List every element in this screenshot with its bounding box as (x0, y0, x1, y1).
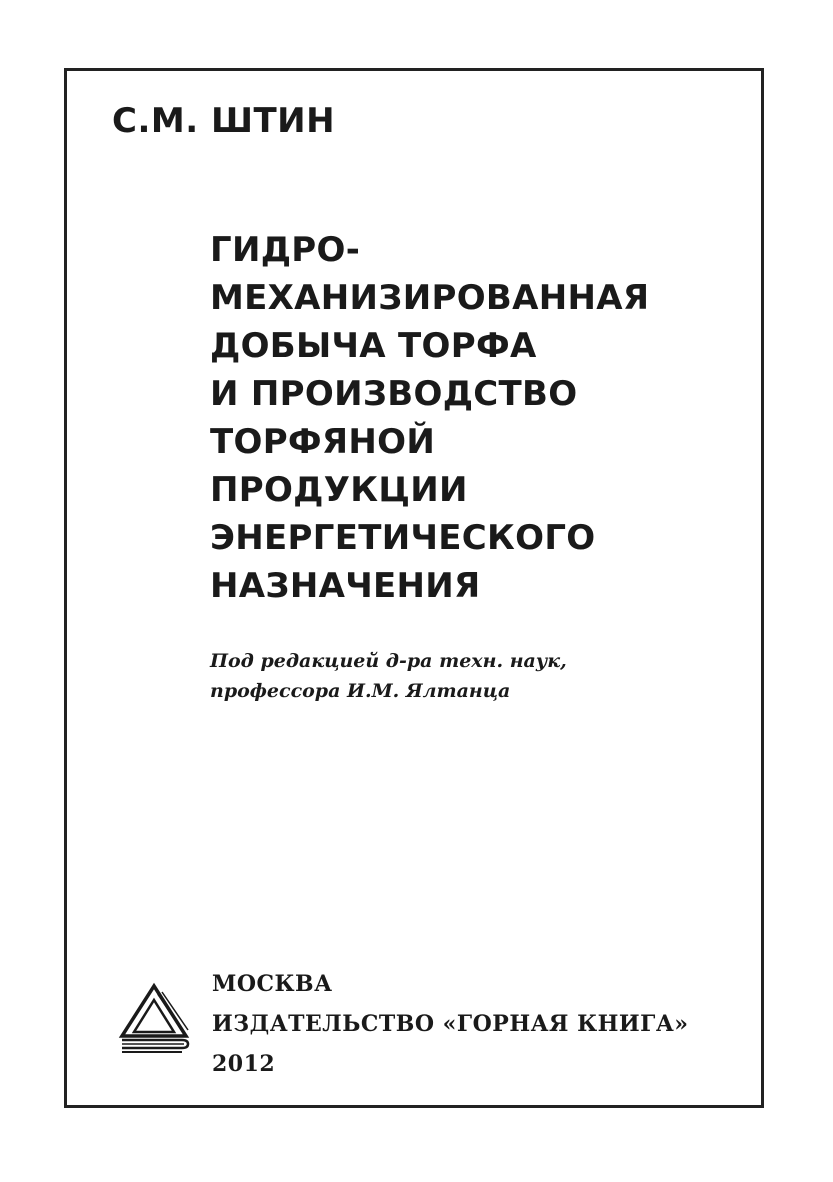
publication-year: 2012 (212, 1051, 276, 1077)
publisher-imprint (212, 964, 752, 1084)
title-line: ТОРФЯНОЙ (210, 422, 436, 462)
editor-line: профессора И.М. Ялтанца (210, 680, 511, 702)
title-line: И ПРОИЗВОДСТВО (210, 374, 578, 414)
title-line: ДОБЫЧА ТОРФА (210, 326, 537, 366)
mountain-book-logo-icon (118, 982, 190, 1054)
editor-line: Под редакцией д-ра техн. наук, (210, 650, 567, 672)
title-line: НАЗНАЧЕНИЯ (210, 566, 481, 606)
title-line: ГИДРО- (210, 230, 361, 270)
title-line: ЭНЕРГЕТИЧЕСКОГО (210, 518, 596, 558)
author-name: С.М. ШТИН (112, 101, 336, 141)
publication-city: МОСКВА (212, 971, 333, 997)
title-line: ПРОДУКЦИИ (210, 470, 468, 510)
book-title (210, 226, 750, 610)
publisher-name: ИЗДАТЕЛЬСТВО «ГОРНАЯ КНИГА» (212, 1011, 689, 1037)
title-line: МЕХАНИЗИРОВАННАЯ (210, 278, 650, 318)
editor-credit (210, 646, 730, 706)
